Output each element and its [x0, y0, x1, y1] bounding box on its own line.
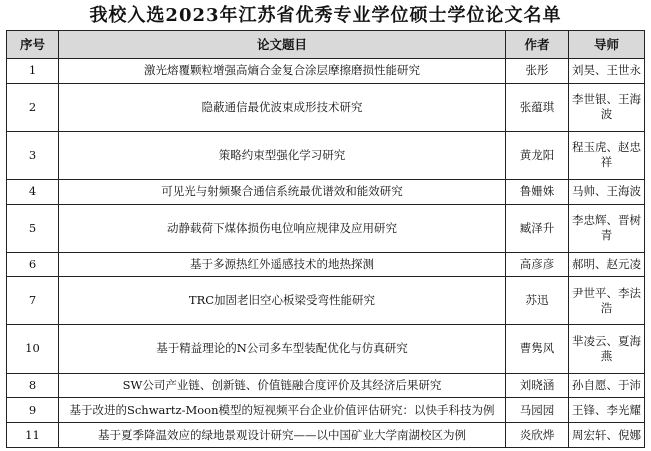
thesis-title: 基于多源热红外遥感技术的地热探测	[59, 252, 506, 277]
table-row	[7, 325, 645, 373]
author-name: 张蕴琪	[506, 83, 569, 131]
advisor-names: 芈凌云、夏海燕	[569, 325, 645, 373]
row-number: 9	[7, 398, 59, 423]
thesis-title: 隐蔽通信最优波束成形技术研究	[59, 83, 506, 131]
row-number: 4	[7, 179, 59, 204]
advisor-names: 王锋、李光耀	[569, 398, 645, 423]
thesis-title: 基于精益理论的N公司多车型装配优化与仿真研究	[59, 325, 506, 373]
author-name: 鲁姗姝	[506, 179, 569, 204]
advisor-names: 周宏轩、倪娜	[569, 423, 645, 448]
column-header-number: 序号	[7, 31, 59, 59]
advisor-names: 孙自愿、于沛	[569, 373, 645, 398]
thesis-title: 策略约束型强化学习研究	[59, 131, 506, 179]
thesis-title: TRC加固老旧空心板梁受弯性能研究	[59, 277, 506, 325]
column-header-author: 作者	[506, 31, 569, 59]
row-number: 1	[7, 59, 59, 84]
row-number: 3	[7, 131, 59, 179]
thesis-title: 可见光与射频聚合通信系统最优谱效和能效研究	[59, 179, 506, 204]
table-row	[7, 277, 645, 325]
page-title: 我校入选2023年江苏省优秀专业学位硕士学位论文名单	[89, 5, 562, 26]
column-header-title: 论文题目	[59, 31, 506, 59]
row-number: 2	[7, 83, 59, 131]
advisor-names: 郝明、赵元凌	[569, 252, 645, 277]
table-row	[7, 131, 645, 179]
row-number: 7	[7, 277, 59, 325]
row-number: 10	[7, 325, 59, 373]
advisor-names: 尹世平、李法浩	[569, 277, 645, 325]
thesis-list-table	[6, 30, 645, 448]
column-header-advisor: 导师	[569, 31, 645, 59]
author-name: 马园园	[506, 398, 569, 423]
thesis-title: 激光熔覆颗粒增强高熵合金复合涂层摩擦磨损性能研究	[59, 59, 506, 84]
thesis-title: 基于改进的Schwartz-Moon模型的短视频平台企业价值评估研究：以快手科技为例	[59, 398, 506, 423]
row-number: 11	[7, 423, 59, 448]
advisor-names: 李世银、王海波	[569, 83, 645, 131]
advisor-names: 马帅、王海波	[569, 179, 645, 204]
table-row	[7, 252, 645, 277]
author-name: 曹隽风	[506, 325, 569, 373]
row-number: 8	[7, 373, 59, 398]
author-name: 臧泽升	[506, 204, 569, 252]
table-header-row	[7, 31, 645, 59]
author-name: 张彤	[506, 59, 569, 84]
table-row	[7, 59, 645, 84]
author-name: 苏迅	[506, 277, 569, 325]
author-name: 高彦彦	[506, 252, 569, 277]
row-number: 6	[7, 252, 59, 277]
advisor-names: 程玉虎、赵忠祥	[569, 131, 645, 179]
thesis-title: SW公司产业链、创新链、价值链融合度评价及其经济后果研究	[59, 373, 506, 398]
row-number: 5	[7, 204, 59, 252]
thesis-title: 基于夏季降温效应的绿地景观设计研究——以中国矿业大学南湖校区为例	[59, 423, 506, 448]
table-row	[7, 373, 645, 398]
advisor-names: 刘昊、王世永	[569, 59, 645, 84]
advisor-names: 李忠辉、晋树青	[569, 204, 645, 252]
author-name: 刘晓涵	[506, 373, 569, 398]
table-row	[7, 83, 645, 131]
author-name: 黄龙阳	[506, 131, 569, 179]
table-row	[7, 179, 645, 204]
author-name: 炎欣烨	[506, 423, 569, 448]
table-row	[7, 204, 645, 252]
table-row	[7, 398, 645, 423]
thesis-title: 动静载荷下煤体损伤电位响应规律及应用研究	[59, 204, 506, 252]
table-row	[7, 423, 645, 448]
